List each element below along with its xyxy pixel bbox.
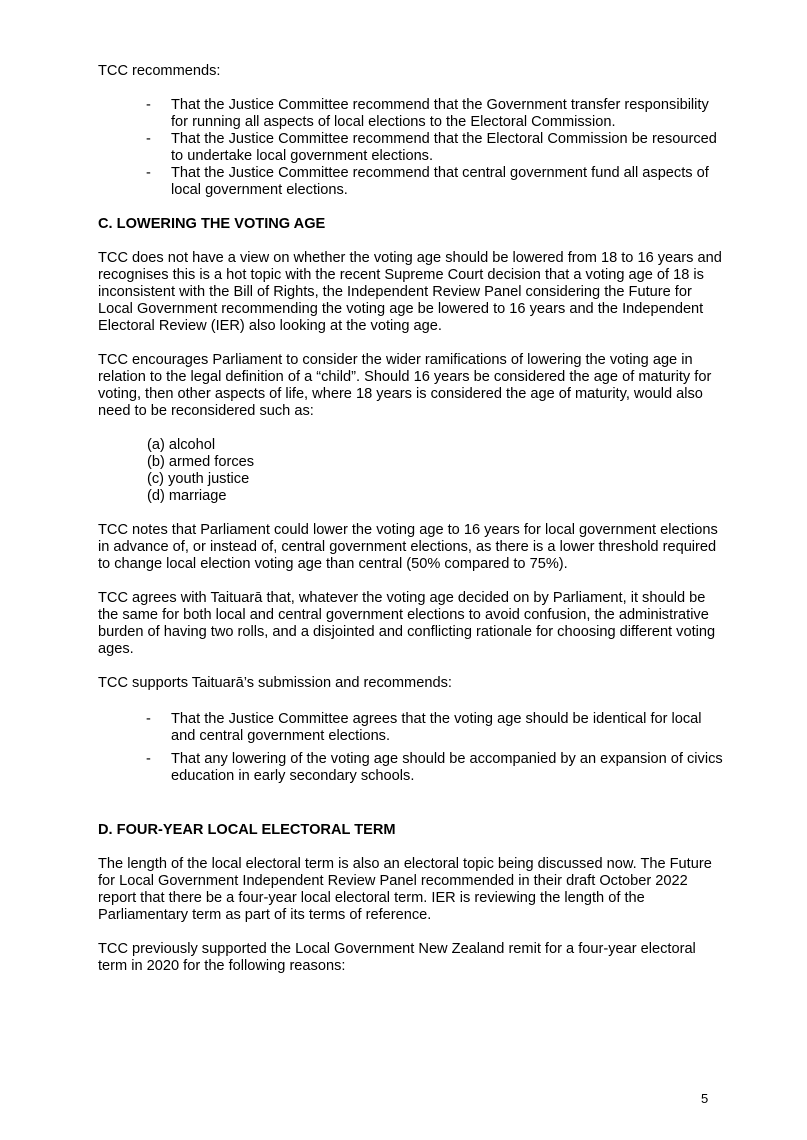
- recommendations-list-2: [98, 711, 723, 785]
- recommendations-list-1: [98, 97, 723, 199]
- list-item: - That the Justice Committee recommend that central government fund all aspects of local government elections.: [171, 165, 723, 199]
- list-item: - That the Justice Committee agrees that the voting age should be identical for local and central government elections.: [171, 711, 723, 745]
- page-content: [98, 63, 723, 975]
- list-item: (b) armed forces: [147, 454, 255, 470]
- paragraph: TCC does not have a view on whether the voting age should be lowered from 18 to 16 years and recognises this is a hot topic with the recent Supreme Court decision that a voting age of 18 is inconsistent with the Bill of Rights, the Independent Review Panel considering the Future for Local Government recommending the voting age be lowered to 16 years and the Independent Electoral Review (IER) also looking at the voting age.: [98, 250, 722, 334]
- paragraph: TCC previously supported the Local Government New Zealand remit for a four-year electoral term in 2020 for the following reasons:: [98, 941, 696, 974]
- section-c-heading: C. LOWERING THE VOTING AGE: [98, 216, 326, 232]
- paragraph: TCC supports Taituarā’s submission and recommends:: [98, 675, 452, 691]
- list-item: (a) alcohol: [147, 437, 216, 453]
- paragraph: TCC agrees with Taituarā that, whatever the voting age decided on by Parliament, it should be the same for both local and central government elections to avoid confusion, the administrative burden of having two rolls, and a disjointed and conflicting rationale for choosing different voting ages.: [98, 590, 716, 657]
- maturity-aspects-list: [98, 437, 723, 505]
- page-number: 5: [701, 1091, 709, 1106]
- list-item: - That the Justice Committee recommend that the Electoral Commission be resourced to undertake local government elections.: [171, 131, 723, 165]
- paragraph: TCC notes that Parliament could lower the voting age to 16 years for local government elections in advance of, or instead of, central government elections, as there is a lower threshold required to change local election voting age than central (50% compared to 75%).: [98, 522, 718, 572]
- paragraph: The length of the local electoral term is also an electoral topic being discussed now. The Future for Local Government Independent Review Panel recommended in their draft October 2022 report that there be a four-year local electoral term. IER is reviewing the length of the Parliamentary term as part of its terms of reference.: [98, 856, 712, 923]
- recommends-intro: TCC recommends:: [98, 63, 221, 79]
- paragraph: TCC encourages Parliament to consider the wider ramifications of lowering the voting age in relation to the legal definition of a “child”. Should 16 years be considered the age of maturity for voting, then other aspects of life, where 18 years is considered the age of maturity, would also need to be reconsidered such as:: [98, 352, 712, 419]
- section-d-heading: D. FOUR-YEAR LOCAL ELECTORAL TERM: [98, 822, 396, 838]
- list-item: - That any lowering of the voting age should be accompanied by an expansion of civics education in early secondary schools.: [171, 751, 723, 785]
- list-item: - That the Justice Committee recommend that the Government transfer responsibility for running all aspects of local elections to the Electoral Commission.: [171, 97, 723, 131]
- list-item: (d) marriage: [147, 488, 227, 504]
- list-item: (c) youth justice: [147, 471, 250, 487]
